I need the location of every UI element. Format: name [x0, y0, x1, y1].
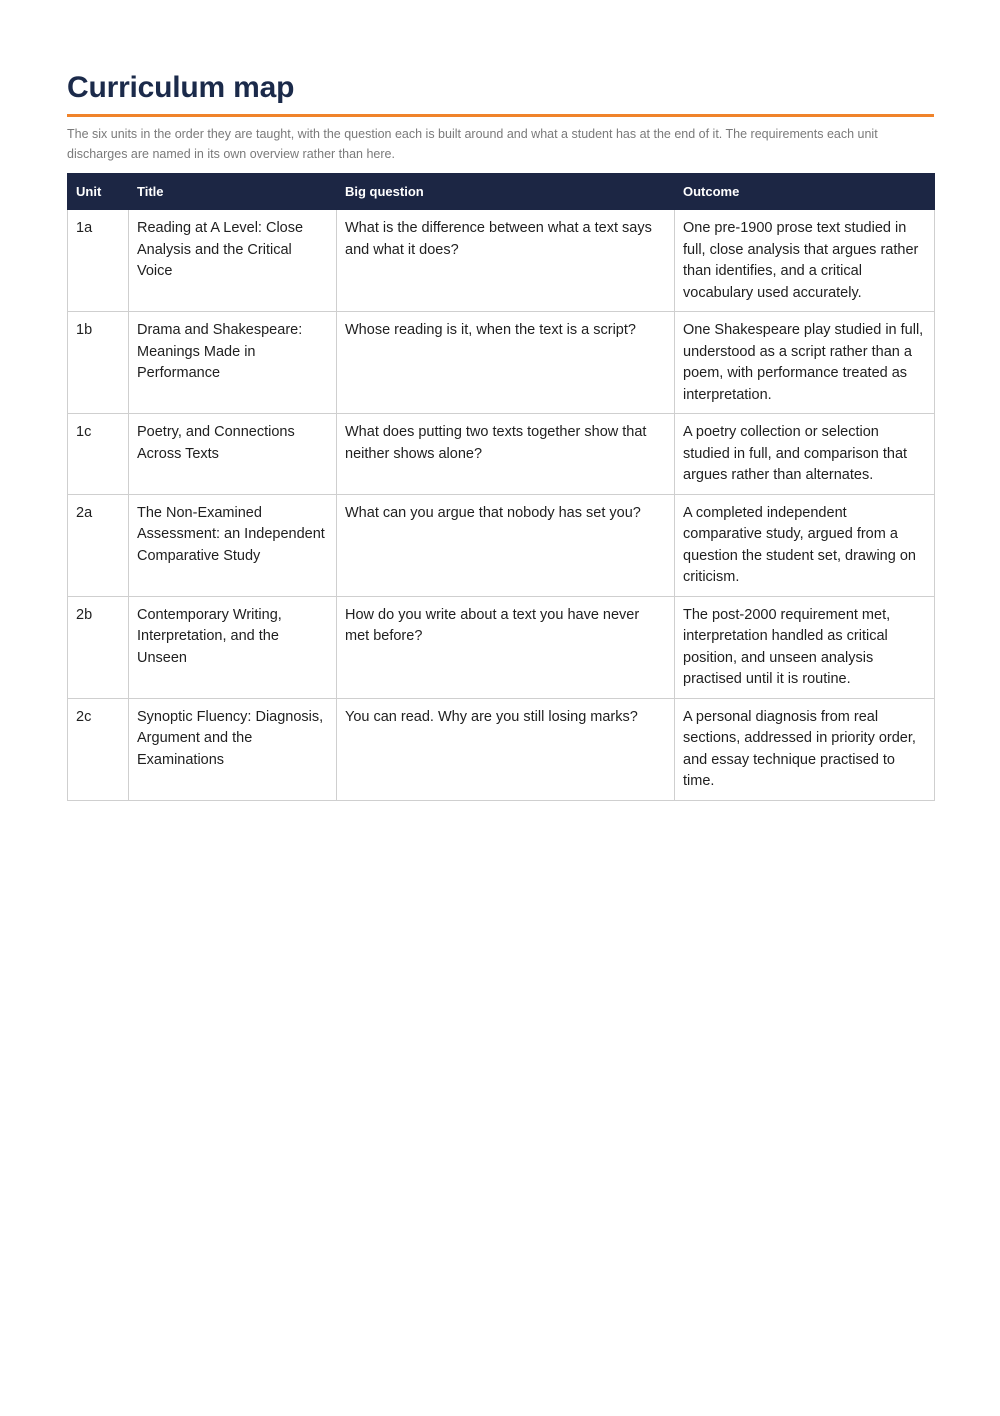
table-row — [68, 698, 935, 800]
curriculum-table — [67, 173, 935, 801]
header-outcome: Outcome — [675, 174, 935, 210]
title-divider — [67, 114, 934, 117]
table-header — [68, 174, 935, 210]
cell-title: The Non-Examined Assessment: an Independent Comparative Study — [129, 494, 337, 596]
cell-big-question: How do you write about a text you have never met before? — [337, 596, 675, 698]
cell-outcome: One pre-1900 prose text studied in full, close analysis that argues rather than identifies, and a critical vocabulary used accurately. — [675, 210, 935, 312]
table-row — [68, 414, 935, 495]
cell-outcome: A completed independent comparative study, argued from a question the student set, drawing on criticism. — [675, 494, 935, 596]
cell-unit: 1a — [68, 210, 129, 312]
table-row — [68, 210, 935, 312]
cell-outcome: A personal diagnosis from real sections, addressed in priority order, and essay technique practised to time. — [675, 698, 935, 800]
cell-big-question: What can you argue that nobody has set you? — [337, 494, 675, 596]
cell-title: Poetry, and Connections Across Texts — [129, 414, 337, 495]
header-row — [68, 174, 935, 210]
cell-big-question: You can read. Why are you still losing marks? — [337, 698, 675, 800]
cell-big-question: What does putting two texts together show that neither shows alone? — [337, 414, 675, 495]
cell-unit: 2a — [68, 494, 129, 596]
header-unit: Unit — [68, 174, 129, 210]
cell-title: Contemporary Writing, Interpretation, and the Unseen — [129, 596, 337, 698]
header-title: Title — [129, 174, 337, 210]
cell-big-question: Whose reading is it, when the text is a script? — [337, 312, 675, 414]
cell-unit: 1b — [68, 312, 129, 414]
cell-outcome: A poetry collection or selection studied in full, and comparison that argues rather than alternates. — [675, 414, 935, 495]
table-body — [68, 210, 935, 801]
table-row — [68, 312, 935, 414]
document-page — [67, 0, 934, 801]
cell-outcome: One Shakespeare play studied in full, understood as a script rather than a poem, with performance treated as interpretation. — [675, 312, 935, 414]
cell-title: Reading at A Level: Close Analysis and the Critical Voice — [129, 210, 337, 312]
intro-paragraph: The six units in the order they are taught, with the question each is built around and what a student has at the end of it. The requirements each unit discharges are named in its own overview rather than here. — [67, 127, 878, 161]
cell-unit: 2c — [68, 698, 129, 800]
table-row — [68, 596, 935, 698]
cell-unit: 1c — [68, 414, 129, 495]
header-big-question: Big question — [337, 174, 675, 210]
cell-unit: 2b — [68, 596, 129, 698]
page-title: Curriculum map — [67, 71, 295, 104]
cell-title: Synoptic Fluency: Diagnosis, Argument and the Examinations — [129, 698, 337, 800]
table-row — [68, 494, 935, 596]
cell-big-question: What is the difference between what a text says and what it does? — [337, 210, 675, 312]
cell-title: Drama and Shakespeare: Meanings Made in Performance — [129, 312, 337, 414]
cell-outcome: The post-2000 requirement met, interpretation handled as critical position, and unseen analysis practised until it is routine. — [675, 596, 935, 698]
